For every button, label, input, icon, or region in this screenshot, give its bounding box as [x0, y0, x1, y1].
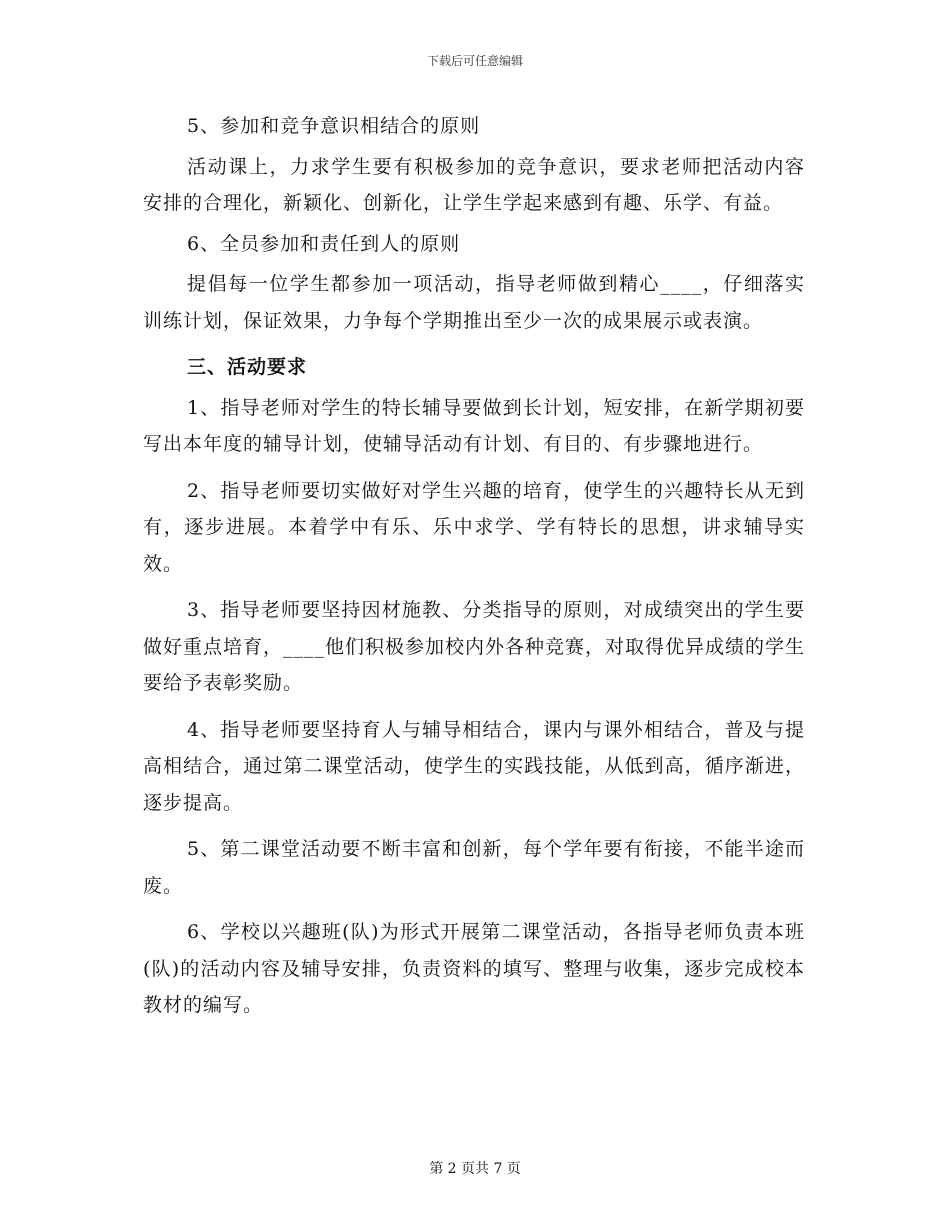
page-number: 第 2 页共 7 页: [429, 1161, 521, 1177]
paragraph: 2、指导老师要切实做好对学生兴趣的培育，使学生的兴趣特长从无到有，逐步进展。本着学中有乐、乐中求学、学有特长的思想，讲求辅导实效。: [143, 479, 805, 575]
paragraph: 6、学校以兴趣班(队)为形式开展第二课堂活动，各指导老师负责本班(队)的活动内容及辅导安排，负责资料的填写、整理与收集，逐步完成校本教材的编写。: [143, 921, 805, 1016]
principle-heading-6: 6、全员参加和责任到人的原则: [187, 232, 461, 255]
page-header: 下载后可任意编辑: [426, 54, 523, 68]
paragraph: 3、指导老师要坚持因材施教、分类指导的原则，对成绩突出的学生要做好重点培育，____他们积极参加校内外各种竞赛，对取得优异成绩的学生要给予表彰奖励。: [143, 599, 806, 694]
paragraph: 1、指导老师对学生的特长辅导要做到长计划，短安排，在新学期初要写出本年度的辅导计划，使辅导活动有计划、有目的、有步骤地进行。: [143, 396, 805, 455]
document-body: [143, 108, 805, 1024]
paragraph: 4、指导老师要坚持育人与辅导相结合，课内与课外相结合，普及与提高相结合，通过第二课堂活动，使学生的实践技能，从低到高，循序渐进，逐步提高。: [143, 718, 805, 814]
principle-heading-5: 5、参加和竞争意识相结合的原则: [187, 115, 481, 137]
paragraph: 活动课上，力求学生要有积极参加的竞争意识，要求老师把活动内容安排的合理化，新颖化、创新化，让学生学起来感到有趣、乐学、有益。: [143, 155, 805, 214]
paragraph: 提倡每一位学生都参加一项活动，指导老师做到精心____，仔细落实训练计划，保证效果，力争每个学期推出至少一次的成果展示或表演。: [143, 273, 805, 332]
paragraph: 5、第二课堂活动要不断丰富和创新，每个学年要有衔接，不能半途而废。: [143, 838, 805, 897]
section-heading: 三、活动要求: [187, 356, 308, 378]
